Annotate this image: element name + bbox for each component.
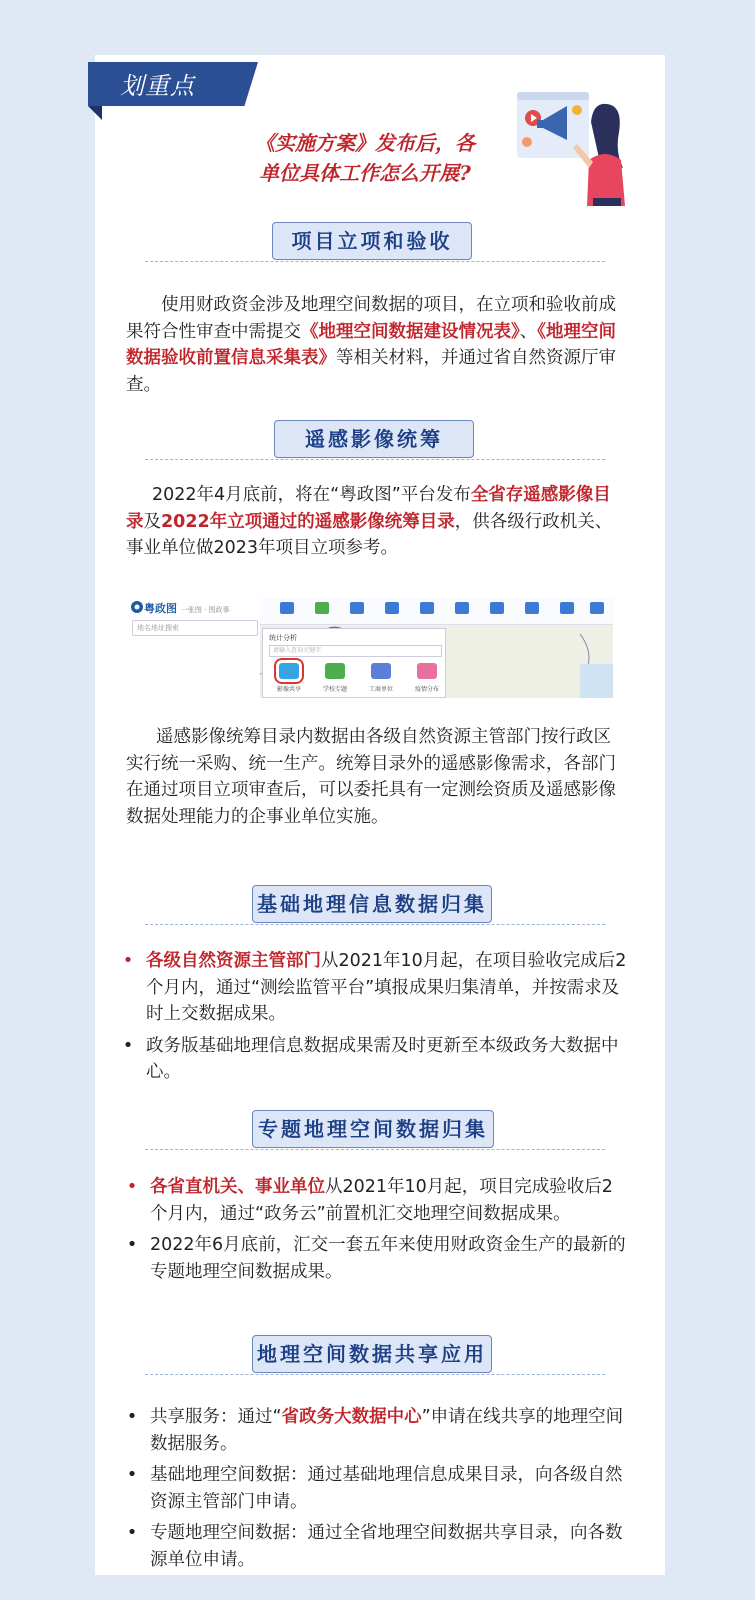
list-item — [122, 1232, 630, 1285]
paragraph-text: 、 — [519, 321, 538, 342]
paragraph-text: 等相关材料，并通过省自然资源厅审查。 — [126, 348, 616, 395]
tile-school-icon — [325, 663, 345, 679]
catalog-highlight: 2022年立项通过的遥感影像统筹目录 — [161, 511, 455, 532]
headline-line2: 单位具体工作怎么开展? — [259, 161, 471, 185]
paragraph-text: 2022年4月底前，将在“粤政图”平台发布 — [152, 485, 471, 505]
form-name-highlight: 《地理空间数据建设情况表》 — [301, 321, 520, 342]
paragraph-imagery-release — [126, 482, 622, 562]
item-text: 2022年6月底前，汇交一套五年来使用财政资金生产的最新的专题地理空间数据成果。 — [150, 1235, 626, 1282]
tile-label: 学校专题 — [322, 686, 347, 693]
headline — [215, 128, 515, 188]
bullet: • — [126, 1176, 138, 1197]
section-title-imagery: 遥感影像统筹 — [274, 420, 474, 458]
tile-label: 工商单位 — [368, 686, 393, 693]
item-highlight: 省政务大数据中心 — [281, 1407, 422, 1427]
tile-epidemic-icon — [417, 663, 437, 679]
bullet: • — [126, 1522, 138, 1543]
paragraph-text: ，供各级行政机关、事业单位做2023年项目立项参考。 — [126, 511, 613, 558]
section-title-sharing: 地理空间数据共享应用 — [252, 1335, 492, 1373]
list-item — [118, 1033, 630, 1086]
item-text: ”申请在线共享的地理空间数据服务。 — [150, 1407, 624, 1454]
bullet: • — [122, 1034, 134, 1056]
toolbar-icon — [490, 602, 504, 614]
item-text: 从2021年10月起，项目完成验收后2个月内，通过“政务云”前置机汇交地理空间数据成果。 — [150, 1177, 613, 1224]
item-subject: 各省直机关、事业单位 — [150, 1177, 325, 1197]
bullet: • — [126, 1234, 138, 1255]
toolbar-icon — [385, 602, 399, 614]
bullet: • — [122, 950, 134, 971]
toolbar-icon — [280, 602, 294, 614]
section-divider — [145, 261, 605, 262]
toolbar-icon — [455, 602, 469, 614]
platform-logo-text — [144, 600, 230, 616]
list-item — [122, 1404, 634, 1457]
toolbar-icon — [525, 602, 539, 614]
stats-panel-title: 统计分析 — [269, 634, 297, 642]
item-text: 基础地理空间数据：通过基础地理信息成果目录，向各级自然资源主管部门申请。 — [150, 1465, 623, 1512]
section-title-thematic-data: 专题地理空间数据归集 — [252, 1110, 494, 1148]
tile-label: 影像共享 — [276, 686, 301, 693]
catalog-highlight: 全省存遥感影像目录 — [126, 485, 611, 532]
item-subject: 各级自然资源主管部门 — [146, 951, 321, 971]
screenshot-sidebar — [128, 598, 256, 698]
section-divider — [145, 924, 605, 925]
section-divider — [145, 459, 605, 460]
toolbar-icon — [560, 602, 574, 614]
section-title-project: 项目立项和验收 — [272, 222, 472, 260]
tile-label: 疫情分布 — [414, 686, 439, 693]
platform-slogan: 一张图 · 图政事 — [180, 606, 230, 614]
sharing-list — [122, 1404, 634, 1578]
item-text: 专题地理空间数据：通过全省地理空间数据共享目录，向各数源单位申请。 — [150, 1523, 623, 1570]
toolbar-icon — [420, 602, 434, 614]
paragraph-text: 使用财政资金涉及地理空间数据的项目，在立项和验收前成果符合性审查中需提交 — [126, 295, 616, 342]
bullet: • — [126, 1464, 138, 1485]
list-item — [118, 948, 630, 1028]
toolbar-icon — [350, 602, 364, 614]
item-text: 从2021年10月起，在项目验收完成后2个月内，通过“测绘监管平台”填报成果归集清单，并按需求及时上交数据成果。 — [146, 951, 627, 1024]
list-item — [122, 1462, 634, 1515]
platform-screenshot — [128, 598, 613, 698]
basic-data-list — [118, 948, 630, 1091]
screenshot-icon-bar — [260, 598, 613, 625]
item-text: 共享服务：通过“ — [150, 1407, 282, 1427]
bullet: • — [126, 1406, 138, 1427]
screenshot-search-box: 地名地址搜索 — [132, 620, 258, 636]
form-name-highlight: 《地理空间数据验收前置信息采集表》 — [126, 321, 616, 368]
section-title-basic-data: 基础地理信息数据归集 — [252, 885, 492, 923]
paragraph-imagery-procurement: 遥感影像统筹目录内数据由各级自然资源主管部门按行政区实行统一采购、统一生产。统筹目录外的遥感影像需求，各部门在通过项目立项审查后，可以委托具有一定测绘资质及遥感影像数据处理能力的企事业单位实施。 — [126, 727, 616, 827]
paragraph-project — [126, 292, 622, 398]
stats-panel-input: 请输入查询关键字 — [269, 645, 442, 657]
tile-business-icon — [371, 663, 391, 679]
paragraph-text: 及 — [143, 511, 161, 532]
banner-fold — [88, 106, 102, 120]
tile-imagery-icon — [279, 663, 299, 679]
section-divider — [145, 1374, 605, 1375]
announcer-illustration — [515, 88, 635, 208]
banner-label: 划重点 — [120, 72, 195, 100]
platform-logo-icon — [130, 600, 144, 614]
list-item — [122, 1520, 634, 1573]
section-divider — [145, 1149, 605, 1150]
item-text: 政务版基础地理信息数据成果需及时更新至本级政务大数据中心。 — [146, 1035, 619, 1082]
screenshot-stats-panel — [262, 628, 446, 698]
platform-name: 粤政图 — [144, 602, 177, 615]
toolbar-icon — [315, 602, 329, 614]
thematic-data-list — [122, 1174, 630, 1290]
list-item — [122, 1174, 630, 1227]
headline-line1: 《实施方案》发布后，各 — [255, 131, 475, 155]
toolbar-icon — [590, 602, 604, 614]
